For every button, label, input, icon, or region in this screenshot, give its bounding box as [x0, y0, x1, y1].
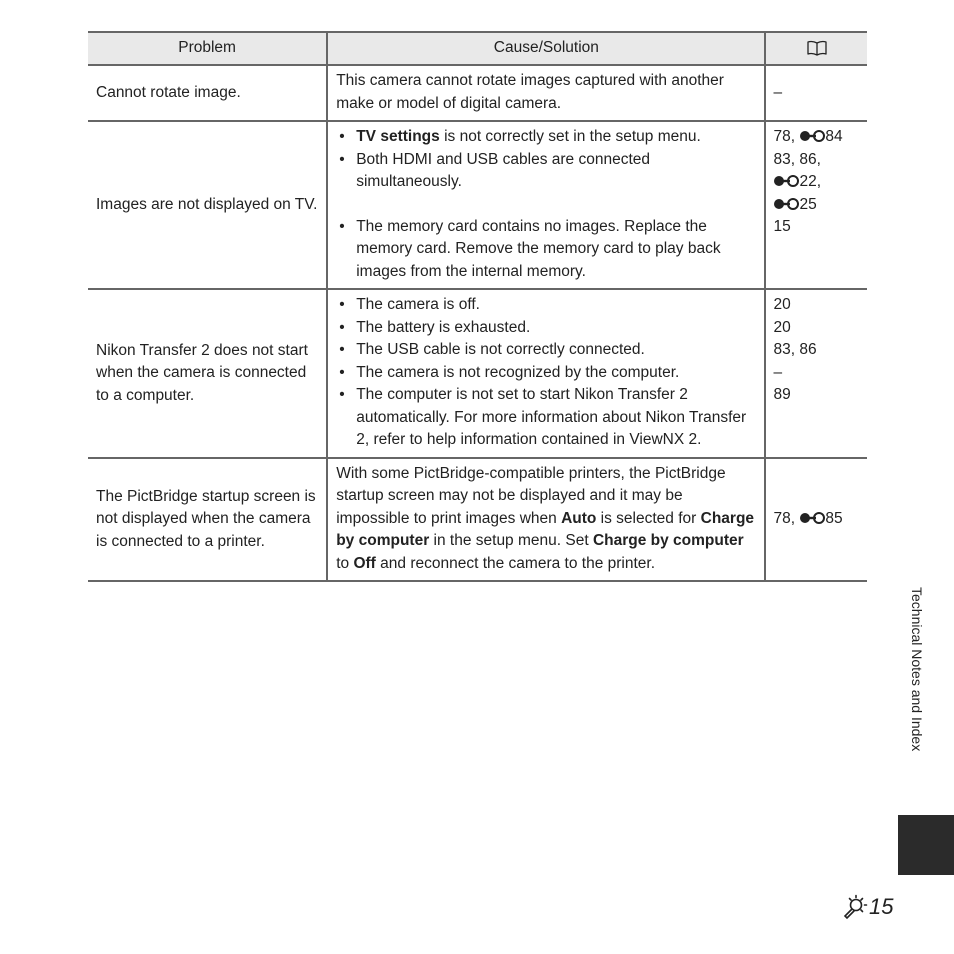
- list-item: • Both HDMI and USB cables are connected simultaneously.: [336, 149, 756, 194]
- cause-text: With some PictBridge-compatible printers, the PictBridge startup screen may not be displayed and it may be impossible to print images when: [336, 464, 726, 527]
- reference-value: –: [773, 83, 783, 101]
- reference-cell: [765, 289, 867, 458]
- table-header-row: [88, 32, 867, 65]
- reference-value: 25: [799, 195, 817, 213]
- cause-text: and reconnect the camera to the printer.: [375, 554, 656, 572]
- cause-text: is selected for: [596, 509, 701, 527]
- setting-name: Charge by computer: [336, 509, 755, 549]
- problem-cell: Images are not displayed on TV.: [88, 121, 327, 289]
- section-tab: [898, 815, 954, 875]
- header-problem: Problem: [88, 32, 327, 65]
- reference-value: 20: [773, 318, 791, 336]
- cause-text: to: [336, 554, 354, 572]
- setting-value: Off: [353, 554, 376, 572]
- section-label-text: Technical Notes and Index: [909, 587, 925, 752]
- list-item: • The camera is not recognized by the computer.: [336, 362, 756, 385]
- reference-value: 84: [825, 128, 843, 145]
- list-item: • The memory card contains no images. Replace the memory card. Remove the memory card to play back images from the internal memory.: [336, 216, 756, 284]
- table-row: [88, 121, 867, 289]
- problem-cell: Nikon Transfer 2 does not start when the camera is connected to a computer.: [88, 289, 327, 458]
- reference-cell: [765, 458, 867, 582]
- reference-section-icon: [773, 198, 799, 210]
- header-cause-solution: Cause/Solution: [327, 32, 765, 65]
- list-item-text: is not correctly set in the setup menu.: [439, 128, 701, 145]
- reference-cell: [765, 65, 867, 121]
- reference-section-icon: [799, 512, 825, 524]
- reference-value: 78,: [773, 510, 800, 527]
- table-row: [88, 289, 867, 458]
- setting-name: Charge by computer: [592, 532, 744, 549]
- cause-cell: [327, 121, 765, 289]
- reference-section-icon: [773, 175, 799, 187]
- table-row: [88, 65, 867, 121]
- cause-text: in the setup menu. Set: [429, 532, 593, 549]
- problem-cell: Cannot rotate image.: [88, 65, 327, 121]
- list-item: • The camera is off.: [336, 294, 756, 317]
- troubleshooting-table: [88, 31, 867, 582]
- reference-value: 20: [773, 296, 791, 313]
- page-number: [841, 892, 893, 922]
- reference-value: 89: [773, 386, 791, 403]
- list-item: • The battery is exhausted.: [336, 317, 756, 340]
- reference-cell: [765, 121, 867, 289]
- list-item: • The USB cable is not correctly connected.: [336, 339, 756, 362]
- reference-value: 15: [773, 218, 791, 235]
- section-side-label: [903, 587, 927, 807]
- reference-value: 78,: [773, 128, 800, 145]
- reference-value: 22,: [799, 173, 822, 190]
- list-item: • The computer is not set to start Nikon Transfer 2 automatically. For more information about Nikon Transfer 2, refer to help information contained in ViewNX 2.: [336, 384, 756, 452]
- cause-cell: This camera cannot rotate images captured with another make or model of digital camera.: [327, 65, 765, 121]
- cause-cell: [327, 289, 765, 458]
- reference-section-icon: [799, 130, 825, 142]
- cause-cell: [327, 458, 765, 582]
- reference-value: 83, 86: [773, 341, 817, 358]
- setting-value: Auto: [561, 509, 597, 527]
- reference-value: 85: [825, 510, 843, 527]
- page-number-value: 15: [869, 894, 894, 919]
- book-icon: [806, 40, 828, 56]
- list-item: [336, 126, 756, 149]
- table-row: [88, 458, 867, 582]
- header-reference: [765, 32, 867, 65]
- reference-value: 83, 86,: [773, 150, 821, 168]
- problem-cell: The PictBridge startup screen is not displayed when the camera is connected to a printer.: [88, 458, 327, 582]
- setting-name: TV settings: [356, 128, 440, 145]
- reference-value: –: [773, 363, 783, 381]
- technical-notes-icon: [841, 894, 868, 920]
